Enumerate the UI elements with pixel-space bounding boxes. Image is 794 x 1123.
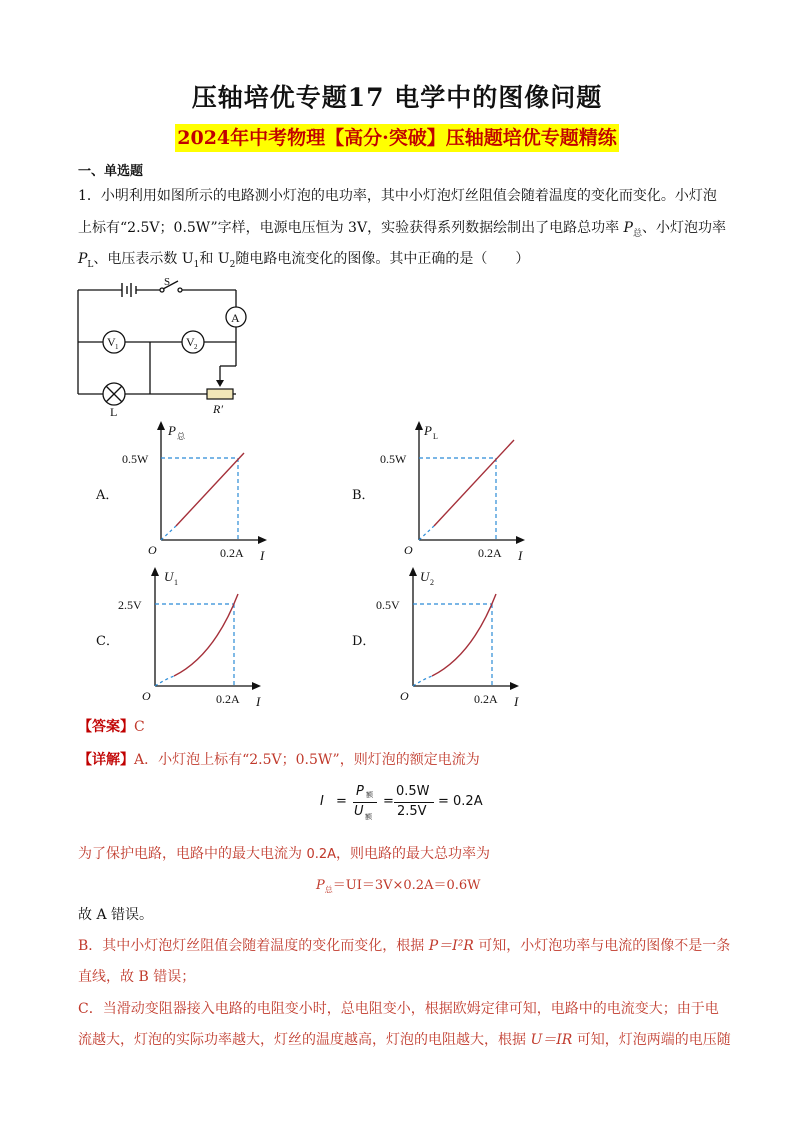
voltmeter-v2-icon	[182, 331, 204, 353]
option-d-letter[interactable]: D．	[352, 634, 376, 649]
lamp-label: L	[110, 405, 118, 419]
option-c-letter[interactable]: C．	[96, 634, 119, 649]
detail-b-line-2: 直线，故 B 错误；	[78, 969, 196, 985]
option-a-graph	[122, 420, 280, 565]
svg-text:L: L	[433, 432, 438, 441]
svg-text:V: V	[186, 335, 195, 349]
svg-text:I: I	[518, 548, 523, 563]
option-d-graph	[376, 566, 532, 711]
answer-tag: 【答案】	[78, 719, 134, 735]
svg-text:总: 总	[177, 432, 185, 441]
svg-text:I: I	[256, 694, 261, 709]
lamp-icon	[103, 383, 125, 405]
formula-rated-current: I = P 额 U 额 = 0.5W 2.5V = 0.2A	[320, 784, 483, 821]
svg-text:1: 1	[115, 343, 119, 351]
svg-text:U: U	[164, 569, 174, 584]
option-c-graph	[118, 566, 274, 711]
answer-value: C	[134, 719, 145, 735]
question-line-3: $P_L$、电压表示数 $U_1$和 $U_2$随电路电流变化的图像。其中正确的是（ ）	[78, 251, 530, 270]
svg-text:0.2A: 0.2A	[220, 546, 244, 560]
voltmeter-v1-icon	[103, 331, 125, 353]
circuit-diagram	[70, 278, 260, 418]
svg-text:1: 1	[174, 578, 178, 587]
svg-text:P: P	[424, 423, 432, 438]
option-a-letter[interactable]: A．	[96, 488, 119, 503]
ammeter-icon	[226, 307, 246, 327]
svg-text:I: I	[514, 694, 519, 709]
svg-text:2.5V: 2.5V	[118, 598, 142, 612]
svg-text:O: O	[142, 689, 151, 703]
svg-text:V: V	[107, 335, 116, 349]
page-title: 压轴培优专题17 电学中的图像问题	[191, 83, 603, 112]
svg-text:2: 2	[430, 578, 434, 587]
svg-text:O: O	[148, 543, 157, 557]
svg-text:A: A	[231, 311, 240, 325]
page-subtitle: 2024年中考物理【高分·突破】压轴题培优专题精练	[175, 124, 619, 152]
svg-text:2: 2	[194, 343, 198, 351]
detail-c-line-1: C．当滑动变阻器接入电路的电阻变小时，总电阻变小，根据欧姆定律可知，电路中的电流变大；由于电	[78, 1001, 719, 1017]
detail-tag: 【详解】	[78, 752, 134, 768]
detail-a-line: 【详解】A．小灯泡上标有“2.5V；0.5W”，则灯泡的额定电流为	[78, 752, 480, 768]
question-line-1: 1．小明利用如图所示的电路测小灯泡的电功率，其中小灯泡灯丝阻值会随着温度的变化而变化。小灯泡	[78, 188, 717, 204]
option-b-letter[interactable]: B．	[352, 488, 375, 503]
svg-text:0.2A: 0.2A	[478, 546, 502, 560]
formula-max-power: $P_总=UI=3V\times 0.2A=0.6W$	[316, 878, 481, 895]
svg-text:O: O	[404, 543, 413, 557]
detail-protect-line: 为了保护电路，电路中的最大电流为 0.2A，则电路的最大总功率为	[78, 846, 491, 862]
svg-text:0.2A: 0.2A	[474, 692, 498, 706]
svg-text:P: P	[168, 423, 176, 438]
detail-a-conclusion: 故 A 错误。	[78, 907, 154, 923]
answer-line	[78, 716, 145, 736]
detail-c-line-2: 流越大，灯泡的实际功率越大，灯丝的温度越高，灯泡的电阻越大，根据 U＝IR 可知，灯泡两端的电压随	[78, 1032, 731, 1048]
svg-text:0.5W: 0.5W	[122, 452, 149, 466]
svg-text:0.2A: 0.2A	[216, 692, 240, 706]
svg-text:0.5W: 0.5W	[380, 452, 407, 466]
question-line-2: 上标有“2.5V；0.5W”字样，电源电压恒为 3V，实验获得系列数据绘制出了电路总功率 $P_总$、小灯泡功率	[78, 220, 726, 239]
switch-label: S	[164, 276, 171, 288]
detail-b-line-1: B．其中小灯泡灯丝阻值会随着温度的变化而变化，根据 P＝I²R 可知，小灯泡功率与电流的图像不是一条	[78, 938, 731, 954]
svg-text:0.5V: 0.5V	[376, 598, 400, 612]
svg-text:U: U	[420, 569, 430, 584]
svg-text:O: O	[400, 689, 409, 703]
svg-text:I: I	[260, 548, 265, 563]
section-heading: 一、单选题	[78, 164, 144, 179]
rheostat-label: R′	[213, 402, 223, 416]
option-b-graph	[380, 420, 538, 565]
rheostat-icon	[207, 389, 233, 399]
